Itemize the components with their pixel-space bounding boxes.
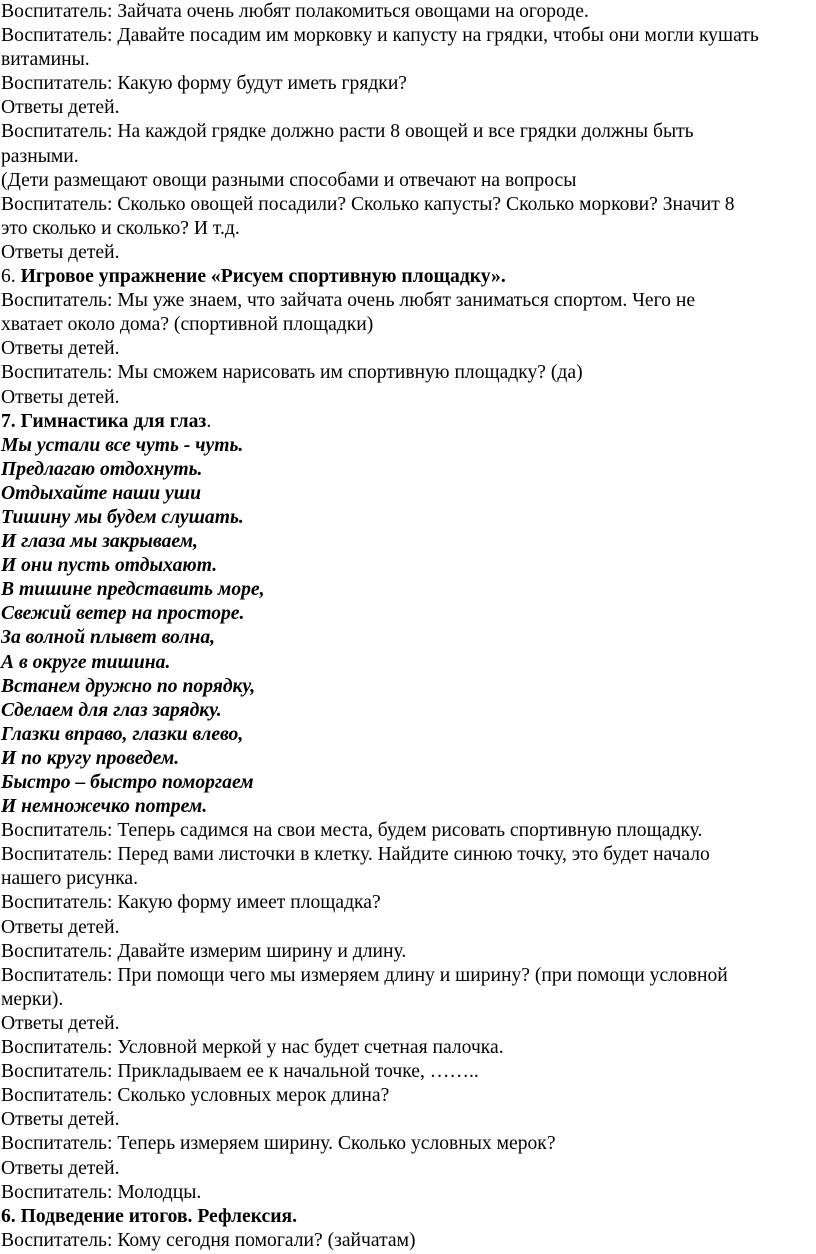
text-line — [1, 651, 816, 675]
text-run: Воспитатель: Теперь измеряем ширину. Сколько условных мерок? — [1, 1133, 556, 1155]
text-line — [1, 530, 816, 554]
text-line — [1, 337, 816, 361]
poem-run: За волной плывет волна, — [1, 627, 216, 649]
text-line — [1, 964, 816, 988]
text-line — [1, 193, 816, 217]
text-line — [1, 554, 816, 578]
text-line — [1, 434, 816, 458]
text-line — [1, 0, 816, 24]
text-line — [1, 361, 816, 385]
text-run: Воспитатель: Давайте измерим ширину и длину. — [1, 940, 407, 962]
poem-run: Отдыхайте наши уши — [1, 482, 201, 504]
text-run: 6. — [1, 266, 21, 288]
poem-run: Встанем дружно по порядку, — [1, 675, 256, 697]
text-run: . — [206, 410, 212, 432]
text-run: Ответы детей. — [1, 1157, 120, 1179]
text-run: разными. — [1, 145, 79, 167]
text-line — [1, 169, 816, 193]
text-run: Ответы детей. — [1, 916, 120, 938]
text-run: Воспитатель: Прикладываем ее к начальной точке, …….. — [1, 1061, 479, 1083]
text-line — [1, 24, 816, 48]
poem-run: Свежий ветер на просторе. — [1, 603, 245, 625]
poem-run: А в округе тишина. — [1, 651, 171, 673]
text-run: Воспитатель: Какую форму имеет площадка? — [1, 892, 381, 914]
text-line — [1, 723, 816, 747]
bold-heading-run: Игровое упражнение «Рисуем спортивную площадку». — [20, 266, 506, 288]
poem-run: И по кругу проведем. — [1, 747, 180, 769]
text-run: Воспитатель: Сколько условных мерок длина? — [1, 1085, 390, 1107]
text-line — [1, 96, 816, 120]
poem-run: Глазки вправо, глазки влево, — [1, 723, 244, 745]
text-run: Воспитатель: Какую форму будут иметь грядки? — [1, 73, 408, 95]
text-line — [1, 602, 816, 626]
bold-heading-run: 7. Гимнастика для глаз — [1, 410, 207, 432]
text-line — [1, 675, 816, 699]
text-line — [1, 410, 816, 434]
poem-run: Предлагаю отдохнуть. — [1, 458, 203, 480]
text-line — [1, 1108, 816, 1132]
text-run: Воспитатель: Теперь садимся на свои места, будем рисовать спортивную площадку. — [1, 820, 703, 842]
text-line — [1, 1229, 816, 1253]
text-run: Ответы детей. — [1, 241, 120, 263]
text-run: мерки). — [1, 988, 64, 1010]
text-run: Воспитатель: Молодцы. — [1, 1181, 202, 1203]
text-line — [1, 867, 816, 891]
text-line — [1, 916, 816, 940]
text-run: (Дети размещают овощи разными способами и отвечают на вопросы — [1, 169, 577, 191]
bold-heading-run: 6. Подведение итогов. Рефлексия. — [1, 1205, 298, 1227]
text-run: Ответы детей. — [1, 1109, 120, 1131]
text-line — [1, 578, 816, 602]
text-line — [1, 699, 816, 723]
text-run: это сколько и сколько? И т.д. — [1, 217, 240, 239]
text-run: Воспитатель: Сколько овощей посадили? Сколько капусты? Сколько моркови? Значит 8 — [1, 193, 735, 215]
text-line — [1, 795, 816, 819]
text-line — [1, 48, 816, 72]
text-run: хватает около дома? (спортивной площадки) — [1, 314, 374, 336]
text-run: Ответы детей. — [1, 1012, 120, 1034]
text-line — [1, 843, 816, 867]
text-line — [1, 988, 816, 1012]
text-run: Воспитатель: Мы сможем нарисовать им спортивную площадку? (да) — [1, 362, 583, 384]
text-line — [1, 241, 816, 265]
text-run: Воспитатель: Давайте посадим им морковку и капусту на грядки, чтобы они могли кушать — [1, 25, 759, 47]
text-run: Ответы детей. — [1, 386, 120, 408]
text-run: Воспитатель: Кому сегодня помогали? (зайчатам) — [1, 1229, 416, 1251]
text-line — [1, 482, 816, 506]
text-line — [1, 1157, 816, 1181]
text-line — [1, 1036, 816, 1060]
text-line — [1, 1012, 816, 1036]
poem-run: В тишине представить море, — [1, 579, 265, 601]
text-line — [1, 458, 816, 482]
text-line — [1, 145, 816, 169]
text-line — [1, 940, 816, 964]
text-run: Ответы детей. — [1, 338, 120, 360]
poem-run: Тишину мы будем слушать. — [1, 506, 244, 528]
text-run: Воспитатель: При помощи чего мы измеряем длину и ширину? (при помощи условной — [1, 964, 728, 986]
text-line — [1, 626, 816, 650]
text-line — [1, 1205, 816, 1229]
text-line — [1, 819, 816, 843]
text-line — [1, 1060, 816, 1084]
text-line — [1, 1084, 816, 1108]
poem-run: Быстро – быстро поморгаем — [1, 772, 254, 793]
text-run: нашего рисунка. — [1, 868, 139, 890]
poem-run: И глаза мы закрываем, — [1, 531, 198, 553]
text-run: Воспитатель: Мы уже знаем, что зайчата очень любят заниматься спортом. Чего не — [1, 290, 696, 312]
text-line — [1, 265, 816, 289]
text-line — [1, 313, 816, 337]
text-run: Ответы детей. — [1, 97, 120, 119]
text-run: Воспитатель: Зайчата очень любят полакомиться овощами на огороде. — [1, 1, 589, 22]
text-line — [1, 891, 816, 915]
text-run: витамины. — [1, 49, 90, 71]
poem-run: Сделаем для глаз зарядку. — [1, 699, 222, 721]
text-line — [1, 771, 816, 795]
poem-run: Мы устали все чуть - чуть. — [1, 434, 244, 456]
text-line — [1, 120, 816, 144]
text-run: Воспитатель: На каждой грядке должно расти 8 овощей и все грядки должны быть — [1, 121, 694, 143]
text-line — [1, 386, 816, 410]
text-line — [1, 747, 816, 771]
text-line — [1, 1181, 816, 1205]
text-run: Воспитатель: Условной меркой у нас будет счетная палочка. — [1, 1037, 504, 1059]
poem-run: И немножечко потрем. — [1, 796, 208, 818]
text-line — [1, 72, 816, 96]
text-line — [1, 289, 816, 313]
text-run: Воспитатель: Перед вами листочки в клетку. Найдите синюю точку, это будет начало — [1, 844, 710, 866]
text-line — [1, 506, 816, 530]
text-line — [1, 217, 816, 241]
poem-run: И они пусть отдыхают. — [1, 555, 218, 577]
text-line — [1, 1132, 816, 1156]
